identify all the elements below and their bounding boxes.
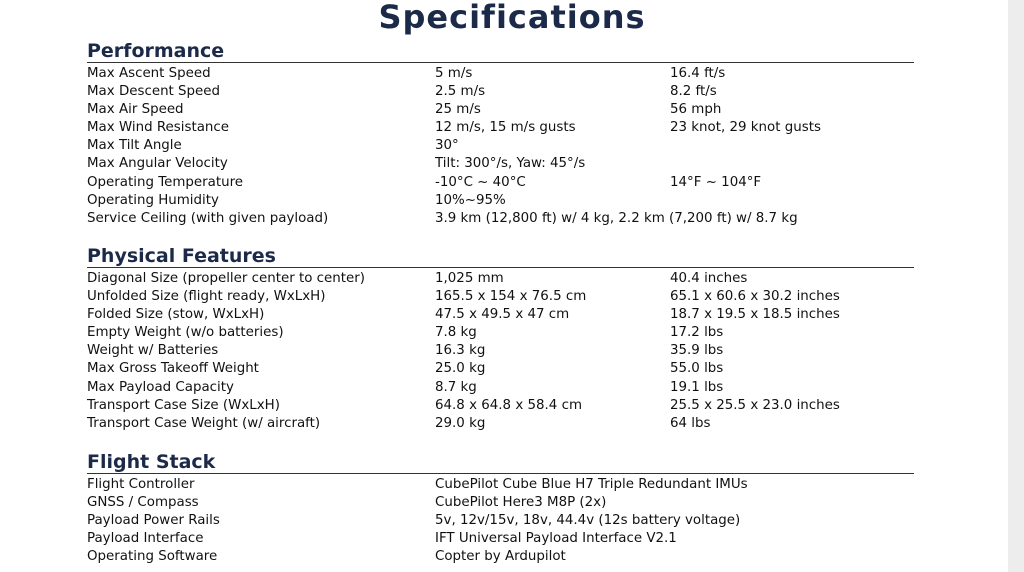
spec-value-metric: 8.7 kg (435, 379, 477, 395)
spec-label: Max Gross Takeoff Weight (87, 361, 259, 377)
spec-value-metric: 25 m/s (435, 102, 481, 118)
spec-row (87, 65, 914, 83)
spec-row (87, 530, 914, 548)
section-heading: Flight Stack (87, 451, 914, 474)
spec-label: Service Ceiling (with given payload) (87, 210, 329, 226)
spec-value-metric: 3.9 km (12,800 ft) w/ 4 kg, 2.2 km (7,200 ft) w/ 8.7 kg (435, 210, 798, 226)
spec-row (87, 548, 914, 566)
spec-row (87, 494, 914, 512)
spec-row (87, 270, 914, 288)
spec-row (87, 101, 914, 119)
spec-value-metric: 5v, 12v/15v, 18v, 44.4v (12s battery voltage) (435, 513, 741, 529)
spec-row (87, 379, 914, 397)
spec-value-metric: 7.8 kg (435, 325, 477, 341)
section-performance (87, 40, 914, 228)
spec-label: Transport Case Weight (w/ aircraft) (87, 415, 321, 431)
spec-value-metric: 30° (435, 138, 459, 154)
spec-value-metric: -10°C ~ 40°C (435, 174, 526, 190)
spec-value-metric: 165.5 x 154 x 76.5 cm (435, 289, 587, 305)
spec-value-imperial: 40.4 inches (670, 271, 748, 286)
spec-label: Folded Size (stow, WxLxH) (87, 307, 265, 323)
spec-value-metric: IFT Universal Payload Interface V2.1 (435, 531, 677, 547)
spec-row (87, 397, 914, 415)
spec-value-metric: 12 m/s, 15 m/s gusts (435, 120, 576, 136)
spec-label: Max Tilt Angle (87, 138, 182, 154)
spec-value-imperial: 16.4 ft/s (670, 66, 726, 81)
spec-label: Max Air Speed (87, 102, 184, 118)
spec-value-imperial: 8.2 ft/s (670, 84, 717, 100)
spec-label: Max Payload Capacity (87, 379, 234, 395)
spec-row (87, 306, 914, 324)
spec-row (87, 192, 914, 210)
spec-value-imperial: 17.2 lbs (670, 325, 724, 341)
spec-row (87, 83, 914, 101)
section-heading: Physical Features (87, 245, 914, 268)
spec-value-imperial: 19.1 lbs (670, 379, 724, 395)
spec-value-metric: Tilt: 300°/s, Yaw: 45°/s (435, 156, 586, 172)
spec-label: GNSS / Compass (87, 495, 199, 511)
spec-row (87, 512, 914, 530)
spec-row (87, 476, 914, 494)
spec-value-imperial: 25.5 x 25.5 x 23.0 inches (670, 397, 840, 413)
spec-value-metric: CubePilot Cube Blue H7 Triple Redundant IMUs (435, 477, 748, 492)
spec-label: Max Ascent Speed (87, 66, 211, 81)
spec-label: Operating Temperature (87, 174, 244, 190)
spec-row (87, 210, 914, 228)
spec-value-imperial: 64 lbs (670, 415, 711, 431)
section-heading: Performance (87, 40, 914, 63)
spec-label: Transport Case Size (WxLxH) (87, 397, 280, 413)
spec-value-metric: 29.0 kg (435, 415, 486, 431)
spec-label: Max Wind Resistance (87, 120, 230, 136)
spec-label: Payload Power Rails (87, 513, 220, 529)
spec-row (87, 288, 914, 306)
spec-row (87, 174, 914, 192)
spec-row (87, 342, 914, 360)
spec-label: Operating Humidity (87, 192, 219, 208)
spec-label: Payload Interface (87, 531, 204, 547)
spec-value-metric: 5 m/s (435, 66, 473, 81)
spec-label: Flight Controller (87, 477, 195, 492)
spec-value-metric: 1,025 mm (435, 271, 504, 286)
spec-label: Unfolded Size (flight ready, WxLxH) (87, 289, 326, 305)
spec-value-imperial: 56 mph (670, 102, 722, 118)
spec-value-metric: 2.5 m/s (435, 84, 486, 100)
spec-value-metric: CubePilot Here3 M8P (2x) (435, 495, 607, 511)
spec-row (87, 119, 914, 137)
right-edge-strip (1008, 0, 1024, 572)
page-title: Specifications (378, 0, 646, 36)
spec-row (87, 324, 914, 342)
spec-label: Empty Weight (w/o batteries) (87, 325, 284, 341)
spec-row (87, 155, 914, 173)
spec-value-imperial: 23 knot, 29 knot gusts (670, 120, 821, 136)
spec-label: Operating Software (87, 549, 218, 565)
spec-value-imperial: 65.1 x 60.6 x 30.2 inches (670, 289, 840, 305)
spec-value-metric: 10%~95% (435, 192, 506, 208)
spec-row (87, 137, 914, 155)
spec-value-metric: Copter by Ardupilot (435, 549, 566, 565)
spec-value-imperial: 18.7 x 19.5 x 18.5 inches (670, 307, 840, 323)
spec-value-metric: 64.8 x 64.8 x 58.4 cm (435, 397, 582, 413)
section-flight-stack (87, 451, 914, 566)
spec-label: Max Angular Velocity (87, 156, 228, 172)
spec-label: Diagonal Size (propeller center to center) (87, 271, 365, 286)
section-physical-features (87, 245, 914, 433)
spec-label: Weight w/ Batteries (87, 343, 219, 359)
spec-row (87, 415, 914, 433)
spec-value-metric: 25.0 kg (435, 361, 486, 377)
spec-value-metric: 16.3 kg (435, 343, 486, 359)
spec-value-imperial: 14°F ~ 104°F (670, 174, 762, 190)
spec-value-metric: 47.5 x 49.5 x 47 cm (435, 307, 570, 323)
spec-value-imperial: 55.0 lbs (670, 361, 724, 377)
spec-value-imperial: 35.9 lbs (670, 343, 724, 359)
spec-row (87, 360, 914, 378)
spec-label: Max Descent Speed (87, 84, 221, 100)
